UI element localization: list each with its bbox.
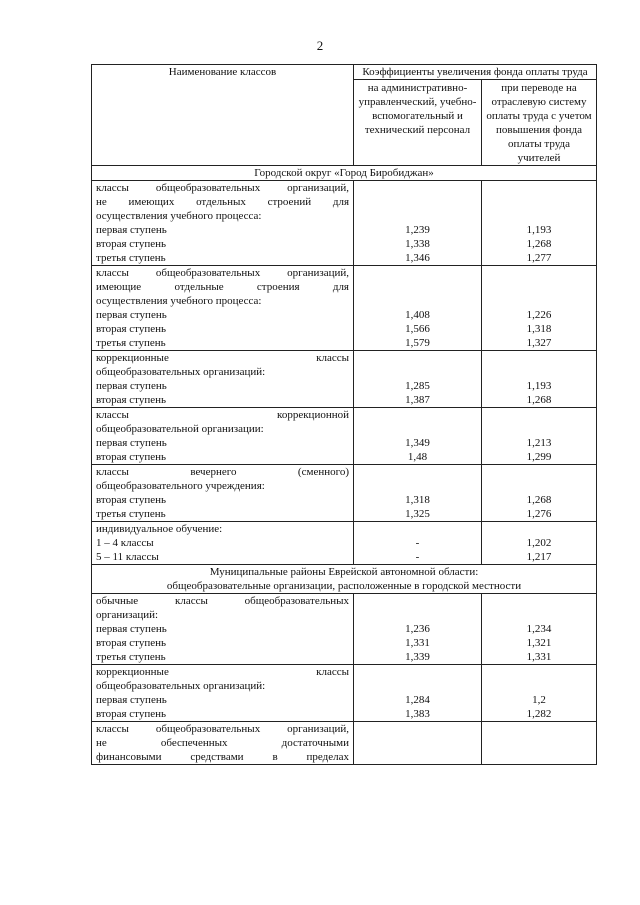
spacer (358, 294, 477, 308)
group-description-line: индивидуальное обучение: (96, 523, 223, 535)
spacer (358, 522, 477, 536)
coef-transfer-value: 1,2 (532, 694, 546, 706)
coef-admin-value: 1,239 (405, 224, 430, 236)
group-row (92, 465, 597, 522)
spacer (486, 181, 592, 195)
group-name-cell (92, 408, 354, 465)
spacer (486, 736, 592, 750)
col-header-class-name: Наименование классов (92, 65, 354, 166)
row-label: первая ступень (96, 437, 167, 449)
admin-coefficient-cell (354, 665, 482, 722)
coef-admin-value: 1,236 (405, 623, 430, 635)
group-description-line: классы общеобразовательных организаций, (96, 182, 349, 194)
group-row (92, 266, 597, 351)
admin-coefficient-cell (354, 266, 482, 351)
coef-transfer-value: 1,321 (526, 637, 552, 649)
coef-admin-value: 1,338 (405, 238, 430, 250)
coef-transfer-value: 1,277 (526, 252, 552, 264)
group-description-line: осуществления учебного процесса: (96, 210, 262, 222)
col-header-admin-staff: на административно-управленческий, учебно-вспомогательный и технический персонал (354, 80, 482, 166)
group-description-line: классы общеобразовательных организаций, (96, 723, 349, 735)
group-description-line: классы вечернего (сменного) (96, 466, 349, 478)
spacer (486, 479, 592, 493)
coef-admin-value: - (415, 551, 420, 563)
coef-admin-value: 1,325 (405, 508, 430, 520)
spacer (486, 608, 592, 622)
group-row (92, 594, 597, 665)
admin-coefficient-cell (354, 522, 482, 565)
coef-transfer-value: 1,193 (526, 224, 552, 236)
coef-transfer-value: 1,299 (526, 451, 552, 463)
spacer (358, 722, 477, 736)
group-description-line: осуществления учебного процесса: (96, 295, 262, 307)
row-label: вторая ступень (96, 708, 166, 720)
row-label: первая ступень (96, 224, 167, 236)
admin-coefficient-cell (354, 594, 482, 665)
admin-coefficient-cell (354, 408, 482, 465)
coef-transfer-value: 1,282 (526, 708, 552, 720)
transfer-coefficient-cell (482, 181, 597, 266)
coef-transfer-value: 1,276 (526, 508, 552, 520)
spacer (486, 266, 592, 280)
coef-admin-value: 1,566 (405, 323, 430, 335)
spacer (486, 594, 592, 608)
group-name-cell (92, 594, 354, 665)
spacer (358, 679, 477, 693)
spacer (358, 365, 477, 379)
coef-transfer-value: 1,193 (526, 380, 552, 392)
group-row (92, 351, 597, 408)
admin-coefficient-cell (354, 181, 482, 266)
row-label: вторая ступень (96, 451, 166, 463)
coef-admin-value: 1,285 (405, 380, 430, 392)
row-label: третья ступень (96, 252, 166, 264)
group-description-line: классы общеобразовательных организаций, (96, 267, 349, 279)
coef-transfer-value: 1,213 (526, 437, 552, 449)
coef-admin-value: 1,346 (405, 252, 430, 264)
coef-transfer-value: 1,268 (526, 394, 552, 406)
row-label: третья ступень (96, 337, 166, 349)
spacer (486, 209, 592, 223)
coef-transfer-value: 1,327 (526, 337, 552, 349)
coef-transfer-value: 1,331 (526, 651, 552, 663)
transfer-coefficient-cell (482, 722, 597, 765)
group-name-cell (92, 266, 354, 351)
transfer-coefficient-cell (482, 266, 597, 351)
transfer-coefficient-cell (482, 351, 597, 408)
transfer-coefficient-cell (482, 408, 597, 465)
spacer (486, 365, 592, 379)
group-name-cell (92, 465, 354, 522)
group-description-line: финансовыми средствами в пределах (96, 751, 349, 763)
group-description-line: коррекционные классы (96, 352, 349, 364)
spacer (358, 195, 477, 209)
group-name-cell (92, 722, 354, 765)
spacer (358, 594, 477, 608)
spacer (358, 422, 477, 436)
spacer (486, 465, 592, 479)
section-title-cell (92, 565, 597, 594)
spacer (486, 722, 592, 736)
coefficients-table (91, 64, 597, 765)
coef-admin-value: 1,383 (405, 708, 430, 720)
row-label: первая ступень (96, 380, 167, 392)
spacer (486, 422, 592, 436)
page-number: 2 (316, 38, 324, 53)
spacer (358, 736, 477, 750)
section-title-cell (92, 166, 597, 181)
coef-admin-value: 1,339 (405, 651, 430, 663)
group-name-cell (92, 665, 354, 722)
coef-transfer-value: 1,268 (526, 494, 552, 506)
coef-admin-value: 1,349 (405, 437, 430, 449)
transfer-coefficient-cell (482, 594, 597, 665)
admin-coefficient-cell (354, 722, 482, 765)
admin-coefficient-cell (354, 351, 482, 408)
coef-admin-value: 1,318 (405, 494, 430, 506)
section-subtitle: общеобразовательные организации, расположенные в городской местности (166, 580, 522, 592)
spacer (486, 750, 592, 764)
group-name-cell (92, 522, 354, 565)
spacer (358, 266, 477, 280)
spacer (486, 294, 592, 308)
spacer (486, 351, 592, 365)
spacer (358, 465, 477, 479)
group-description-line: имеющие отдельные строения для (96, 281, 349, 293)
group-row (92, 181, 597, 266)
row-label: первая ступень (96, 309, 167, 321)
group-row (92, 408, 597, 465)
spacer (486, 408, 592, 422)
group-description-line: классы коррекционной (96, 409, 349, 421)
group-description-line: не имеющих отдельных строений для (96, 196, 349, 208)
spacer (486, 679, 592, 693)
transfer-coefficient-cell (482, 665, 597, 722)
row-label: 5 – 11 классы (96, 551, 159, 563)
col-header-coefficients: Коэффициенты увеличения фонда оплаты труда (354, 65, 597, 80)
transfer-coefficient-cell (482, 465, 597, 522)
row-label: третья ступень (96, 508, 166, 520)
spacer (486, 195, 592, 209)
spacer (358, 408, 477, 422)
group-description-line: общеобразовательных организаций: (96, 366, 266, 378)
group-name-cell (92, 351, 354, 408)
coef-admin-value: 1,408 (405, 309, 430, 321)
row-label: вторая ступень (96, 637, 166, 649)
spacer (358, 479, 477, 493)
section-title: Городской округ «Город Биробиджан» (254, 167, 434, 179)
coef-admin-value: 1,579 (405, 337, 430, 349)
group-name-cell (92, 181, 354, 266)
coef-admin-value: 1,284 (405, 694, 430, 706)
spacer (486, 522, 592, 536)
coef-admin-value: 1,331 (405, 637, 430, 649)
section-row (92, 565, 597, 594)
group-description-line: общеобразовательной организации: (96, 423, 264, 435)
row-label: 1 – 4 классы (96, 537, 154, 549)
group-row (92, 665, 597, 722)
spacer (358, 608, 477, 622)
spacer (358, 351, 477, 365)
coef-transfer-value: 1,217 (526, 551, 552, 563)
transfer-coefficient-cell (482, 522, 597, 565)
admin-coefficient-cell (354, 465, 482, 522)
row-label: вторая ступень (96, 394, 166, 406)
coef-admin-value: 1,387 (405, 394, 430, 406)
col-header-transfer: при переводе на отраслевую систему оплаты труда с учетом повышения фонда оплаты труда учителей (482, 80, 597, 166)
spacer (486, 280, 592, 294)
group-row (92, 722, 597, 765)
spacer (358, 181, 477, 195)
coef-transfer-value: 1,202 (526, 537, 552, 549)
table-header-row (92, 65, 597, 80)
coef-transfer-value: 1,318 (526, 323, 552, 335)
group-row (92, 522, 597, 565)
spacer (486, 665, 592, 679)
coef-admin-value: 1,48 (407, 451, 428, 463)
section-title: Муниципальные районы Еврейской автономной области: (209, 566, 479, 578)
row-label: вторая ступень (96, 238, 166, 250)
row-label: вторая ступень (96, 494, 166, 506)
row-label: первая ступень (96, 694, 167, 706)
spacer (358, 209, 477, 223)
row-label: вторая ступень (96, 323, 166, 335)
group-description-line: общеобразовательных организаций: (96, 680, 266, 692)
section-row (92, 166, 597, 181)
spacer (358, 665, 477, 679)
group-description-line: коррекционные классы (96, 666, 349, 678)
spacer (358, 750, 477, 764)
coef-transfer-value: 1,234 (526, 623, 552, 635)
spacer (358, 280, 477, 294)
group-description-line: не обеспеченных достаточными (96, 737, 349, 749)
coef-transfer-value: 1,226 (526, 309, 552, 321)
row-label: первая ступень (96, 623, 167, 635)
coef-transfer-value: 1,268 (526, 238, 552, 250)
row-label: третья ступень (96, 651, 166, 663)
group-description-line: общеобразовательного учреждения: (96, 480, 265, 492)
coef-admin-value: - (415, 537, 420, 549)
group-description-line: организаций: (96, 609, 159, 621)
group-description-line: обычные классы общеобразовательных (96, 595, 349, 607)
